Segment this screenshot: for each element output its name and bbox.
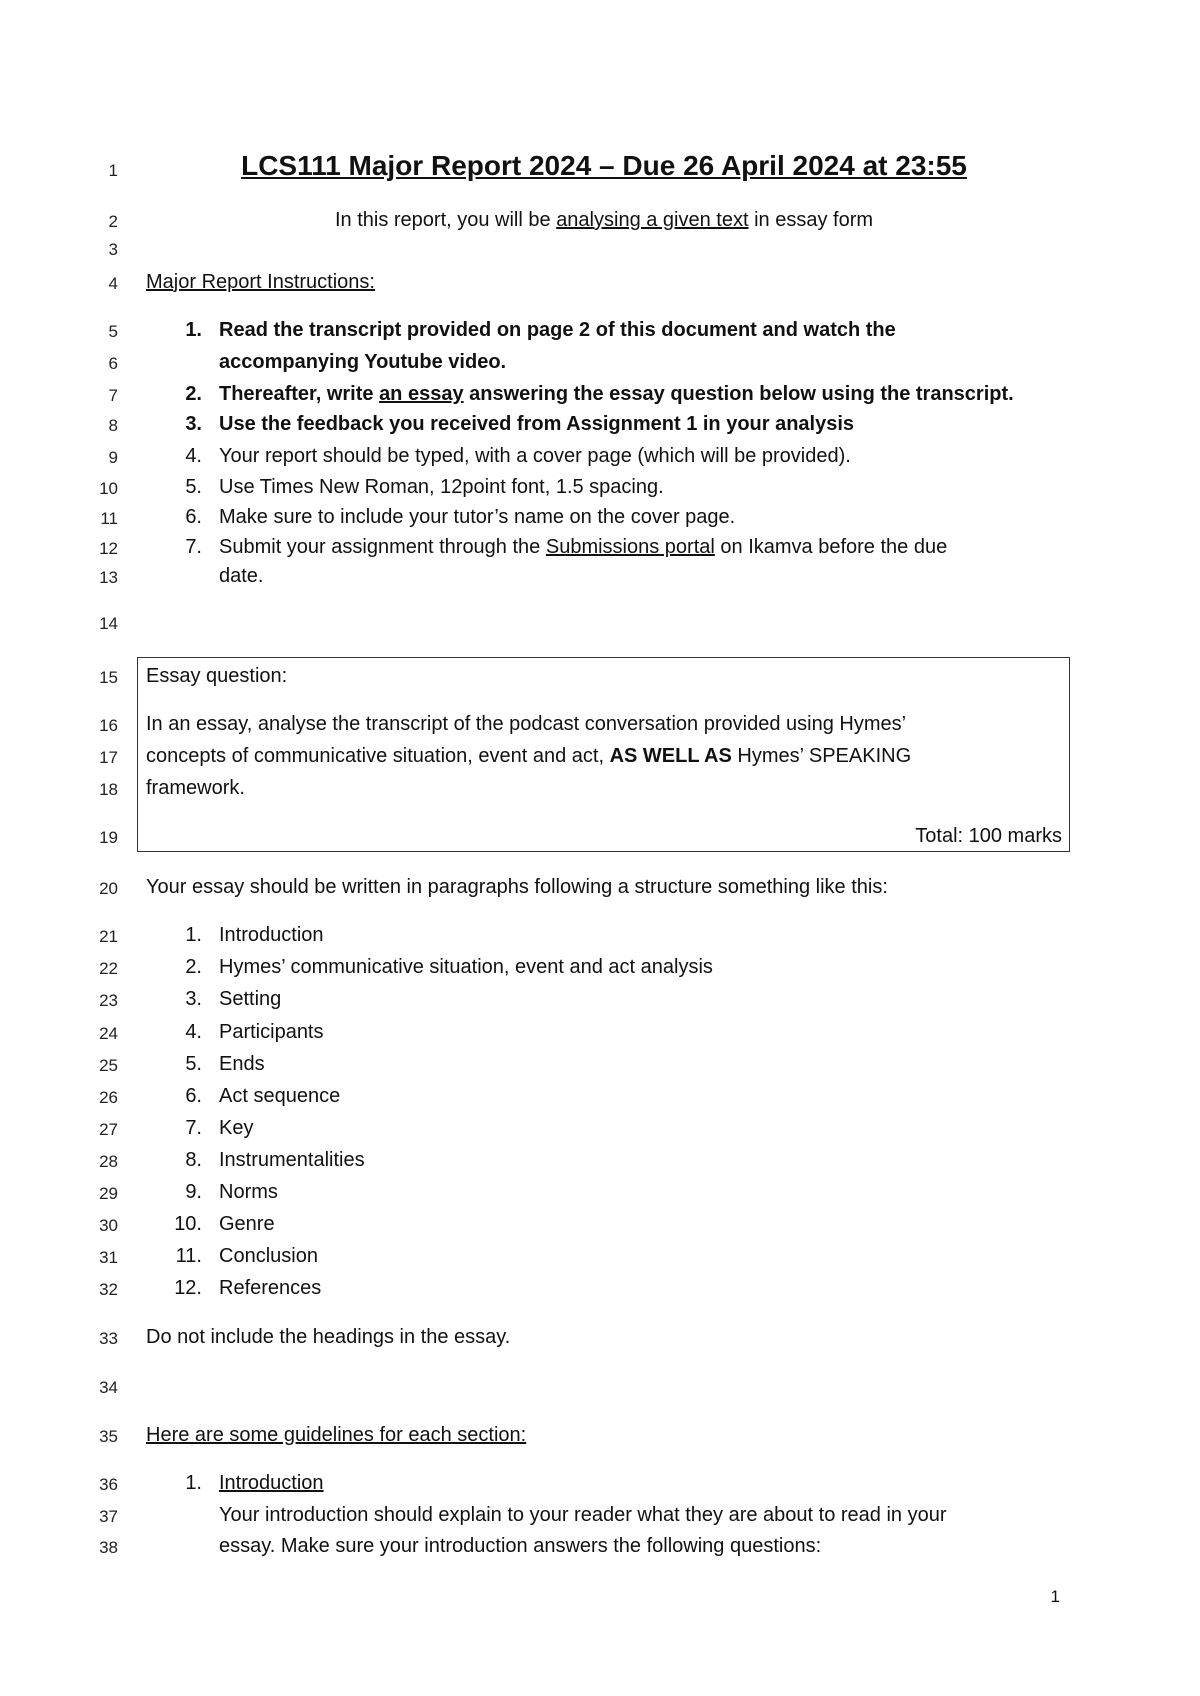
list-number: 1.	[185, 924, 202, 946]
essay-total-marks: Total: 100 marks	[915, 825, 1062, 847]
line-number: 10	[99, 479, 118, 498]
line-number: 19	[99, 828, 118, 847]
structure-item: Hymes’ communicative situation, event and act analysis	[219, 956, 713, 978]
line-number: 26	[99, 1088, 118, 1107]
instruction-7-text: Submit your assignment through the	[219, 536, 546, 558]
list-number: 1.	[185, 1472, 202, 1494]
instruction-6: Make sure to include your tutor’s name on the cover page.	[219, 506, 736, 528]
list-number: 2.	[185, 383, 202, 405]
line-number: 37	[99, 1507, 118, 1526]
instruction-2-underlined: an essay	[379, 383, 464, 405]
line-number: 1	[108, 161, 118, 180]
submissions-portal-link[interactable]: Submissions portal	[545, 536, 715, 558]
line-number: 32	[99, 1280, 118, 1299]
line-number: 20	[99, 879, 118, 898]
line-number: 35	[99, 1427, 118, 1446]
list-number: 3.	[185, 988, 202, 1010]
structure-item: Instrumentalities	[219, 1149, 365, 1171]
line-number: 6	[108, 354, 118, 373]
line-number: 5	[108, 322, 118, 341]
line-number: 27	[99, 1120, 118, 1139]
list-number: 9.	[185, 1181, 202, 1203]
guideline-1-heading: Introduction	[219, 1472, 324, 1494]
instructions-heading: Major Report Instructions:	[146, 271, 375, 293]
list-number: 8.	[185, 1149, 202, 1171]
line-number: 29	[99, 1184, 118, 1203]
document-title: LCS111 Major Report 2024 – Due 26 April 2024 at 23:55	[241, 150, 967, 181]
instruction-2-text: Thereafter, write	[219, 383, 380, 405]
intro-line	[0, 210, 1200, 230]
essay-question-line-1: In an essay, analyse the transcript of the podcast conversation provided using Hymes’	[146, 713, 907, 735]
list-number: 6.	[185, 506, 202, 528]
essay-question-text-end: Hymes’ SPEAKING	[731, 745, 912, 767]
line-number: 30	[99, 1216, 118, 1235]
list-number: 6.	[185, 1085, 202, 1107]
intro-underlined-text: analysing a given text	[556, 209, 749, 231]
structure-item: References	[219, 1277, 322, 1299]
instruction-1-line-1: Read the transcript provided on page 2 of this document and watch the	[219, 319, 896, 341]
line-number: 38	[99, 1538, 118, 1557]
line-number: 31	[99, 1248, 118, 1267]
line-number: 34	[99, 1378, 118, 1397]
instruction-7-line-1	[219, 537, 947, 557]
page-number: 1	[1050, 1587, 1060, 1606]
structure-item: Conclusion	[219, 1245, 318, 1267]
essay-question-line-3: framework.	[146, 777, 245, 799]
structure-item: Act sequence	[219, 1085, 341, 1107]
line-number: 2	[108, 212, 118, 231]
instruction-7-text-end: on Ikamva before the due	[714, 536, 948, 558]
line-number: 9	[108, 448, 118, 467]
list-number: 11.	[175, 1245, 202, 1267]
structure-item: Introduction	[219, 924, 324, 946]
list-number: 3.	[185, 413, 202, 435]
guideline-1-line-2: essay. Make sure your introduction answers the following questions:	[219, 1535, 822, 1557]
structure-item: Genre	[219, 1213, 275, 1235]
structure-item: Key	[219, 1117, 254, 1139]
list-number: 1.	[185, 319, 202, 341]
guideline-1-line-1: Your introduction should explain to your reader what they are about to read in your	[219, 1504, 947, 1526]
line-number: 16	[99, 716, 118, 735]
line-number: 36	[99, 1475, 118, 1494]
line-number: 22	[99, 959, 118, 978]
structure-item: Setting	[219, 988, 282, 1010]
list-number: 7.	[185, 536, 202, 558]
list-number: 5.	[185, 1053, 202, 1075]
list-number: 12.	[174, 1277, 202, 1299]
line-number: 13	[99, 568, 118, 587]
list-number: 5.	[185, 476, 202, 498]
line-number: 3	[108, 240, 118, 259]
instruction-1-line-2: accompanying Youtube video.	[219, 351, 507, 373]
essay-question-label: Essay question:	[146, 665, 288, 687]
line-number: 25	[99, 1056, 118, 1075]
list-number: 7.	[185, 1117, 202, 1139]
list-number: 4.	[185, 445, 202, 467]
line-number: 4	[108, 274, 118, 293]
intro-text-before: In this report, you will be	[334, 209, 557, 231]
no-headings-note: Do not include the headings in the essay.	[146, 1326, 511, 1348]
line-number: 17	[99, 748, 118, 767]
line-number: 7	[108, 386, 118, 405]
instruction-2	[219, 384, 1014, 404]
line-number: 33	[99, 1329, 118, 1348]
line-number: 11	[100, 509, 118, 528]
essay-question-line-2	[146, 746, 911, 766]
line-number: 28	[99, 1152, 118, 1171]
list-number: 10.	[174, 1213, 202, 1235]
line-number: 18	[99, 780, 118, 799]
essay-question-emphasis: AS WELL AS	[609, 745, 732, 767]
structure-item: Norms	[219, 1181, 278, 1203]
line-number: 14	[99, 614, 118, 633]
guidelines-heading: Here are some guidelines for each section:	[146, 1424, 527, 1446]
instruction-4: Your report should be typed, with a cover page (which will be provided).	[219, 445, 851, 467]
list-number: 2.	[185, 956, 202, 978]
line-number: 21	[99, 927, 118, 946]
line-number: 15	[99, 668, 118, 687]
list-number: 4.	[185, 1021, 202, 1043]
instruction-5: Use Times New Roman, 12point font, 1.5 spacing.	[219, 476, 664, 498]
essay-question-text: concepts of communicative situation, event and act,	[146, 745, 610, 767]
structure-item: Ends	[219, 1053, 265, 1075]
line-number: 23	[99, 991, 118, 1010]
structure-item: Participants	[219, 1021, 324, 1043]
intro-text-after: in essay form	[748, 209, 874, 231]
structure-intro: Your essay should be written in paragraphs following a structure something like this:	[146, 876, 888, 898]
instruction-3: Use the feedback you received from Assignment 1 in your analysis	[219, 413, 855, 435]
line-number: 8	[108, 416, 118, 435]
instruction-7-line-2: date.	[219, 565, 264, 587]
instruction-2-text-end: answering the essay question below using the transcript.	[463, 383, 1014, 405]
line-number: 12	[99, 539, 118, 558]
line-number: 24	[99, 1024, 118, 1043]
